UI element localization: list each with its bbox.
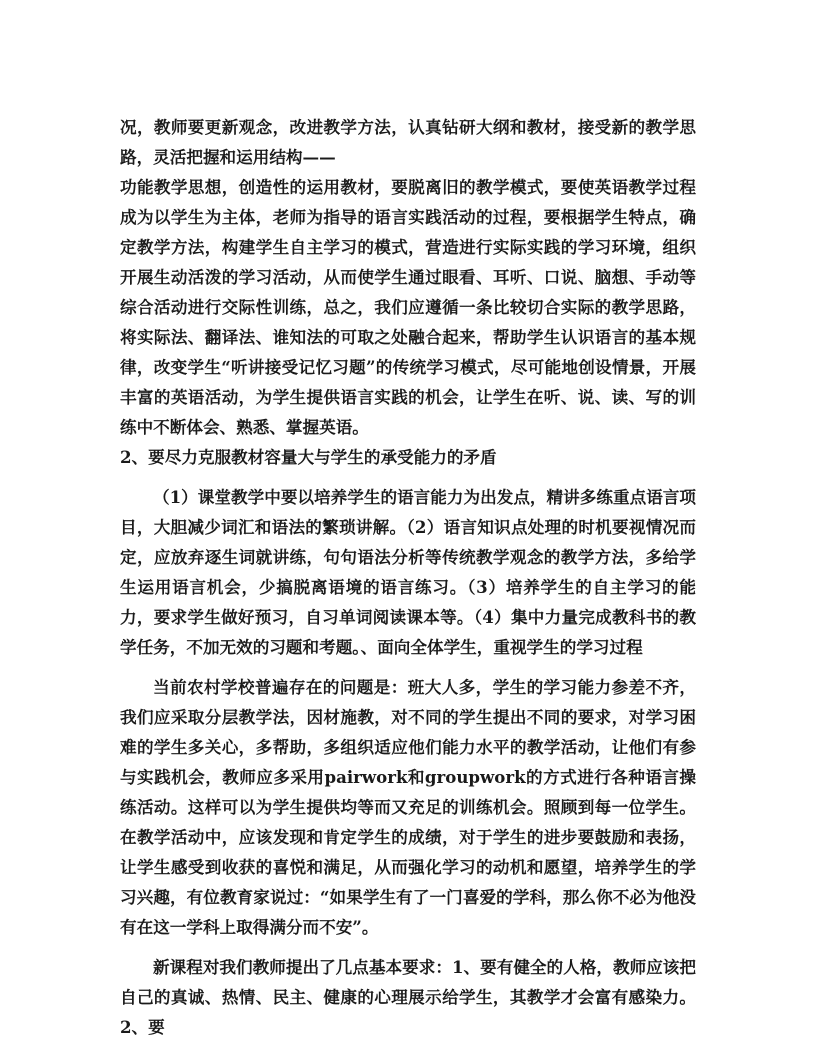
paragraph-1: 况，教师要更新观念，改进教学方法，认真钻研大纲和教材，接受新的教学思路，灵活把握和运用结构—— <box>120 117 696 167</box>
paragraph-4: 当前农村学校普遍存在的问题是：班大人多，学生的学习能力参差不齐，我们应采取分层教学法，因材施教，对不同的学生提出不同的要求，对学习困难的学生多关心，多帮助，多组织适应他们能力水平的教学活动，让他们有参与实践机会，教师应多采用pairwork和groupwork的方式进行各种语言操练活动。这样可以为学生提供均等而又充足的训练机会。照顾到每一位学生。在教学活动中，应该发现和肯定学生的成绩，对于学生的进步要鼓励和表扬，让学生感受到收获的喜悦和满足，从而强化学习的动机和愿望，培养学生的学习兴趣，有位教育家说过：“如果学生有了一门喜爱的学科，那么你不必为他没有在这一学科上取得满分而不安”。 <box>120 677 696 937</box>
paragraph-2: 功能教学思想，创造性的运用教材，要脱离旧的教学模式，要使英语教学过程成为以学生为主体，老师为指导的语言实践活动的过程，要根据学生特点，确定教学方法，构建学生自主学习的模式，营造进行实际实践的学习环境，组织开展生动活泼的学习活动，从而使学生通过眼看、耳听、口说、脑想、手动等综合活动进行交际性训练，总之，我们应遵循一条比较切合实际的教学思路，将实际法、翻译法、谁知法的可取之处融合起来，帮助学生认识语言的基本规律，改变学生“听讲接受记忆习题”的传统学习模式，尽可能地创设情景，开展丰富的英语活动，为学生提供语言实践的机会，让学生在听、说、读、写的训练中不断体会、熟悉、掌握英语。 <box>120 177 696 437</box>
document-body <box>120 112 696 1042</box>
paragraph-3: （1）课堂教学中要以培养学生的语言能力为出发点，精讲多练重点语言项目，大胆减少词汇和语法的繁琐讲解。（2）语言知识点处理的时机要视情况而定，应放弃逐生词就讲练，句句语法分析等传统教学观念的教学方法，多给学生运用语言机会，少搞脱离语境的语言练习。（3）培养学生的自主学习的能力，要求学生做好预习，自习单词阅读课本等。（4）集中力量完成教科书的教学任务，不加无效的习题和考题。、面向全体学生，重视学生的学习过程 <box>120 487 696 657</box>
section-heading: 2、要尽力克服教材容量大与学生的承受能力的矛盾 <box>120 447 497 467</box>
paragraph-5: 新课程对我们教师提出了几点基本要求：1、要有健全的人格，教师应该把自己的真诚、热情、民主、健康的心理展示给学生，其教学才会富有感染力。2、要 <box>120 957 696 1037</box>
